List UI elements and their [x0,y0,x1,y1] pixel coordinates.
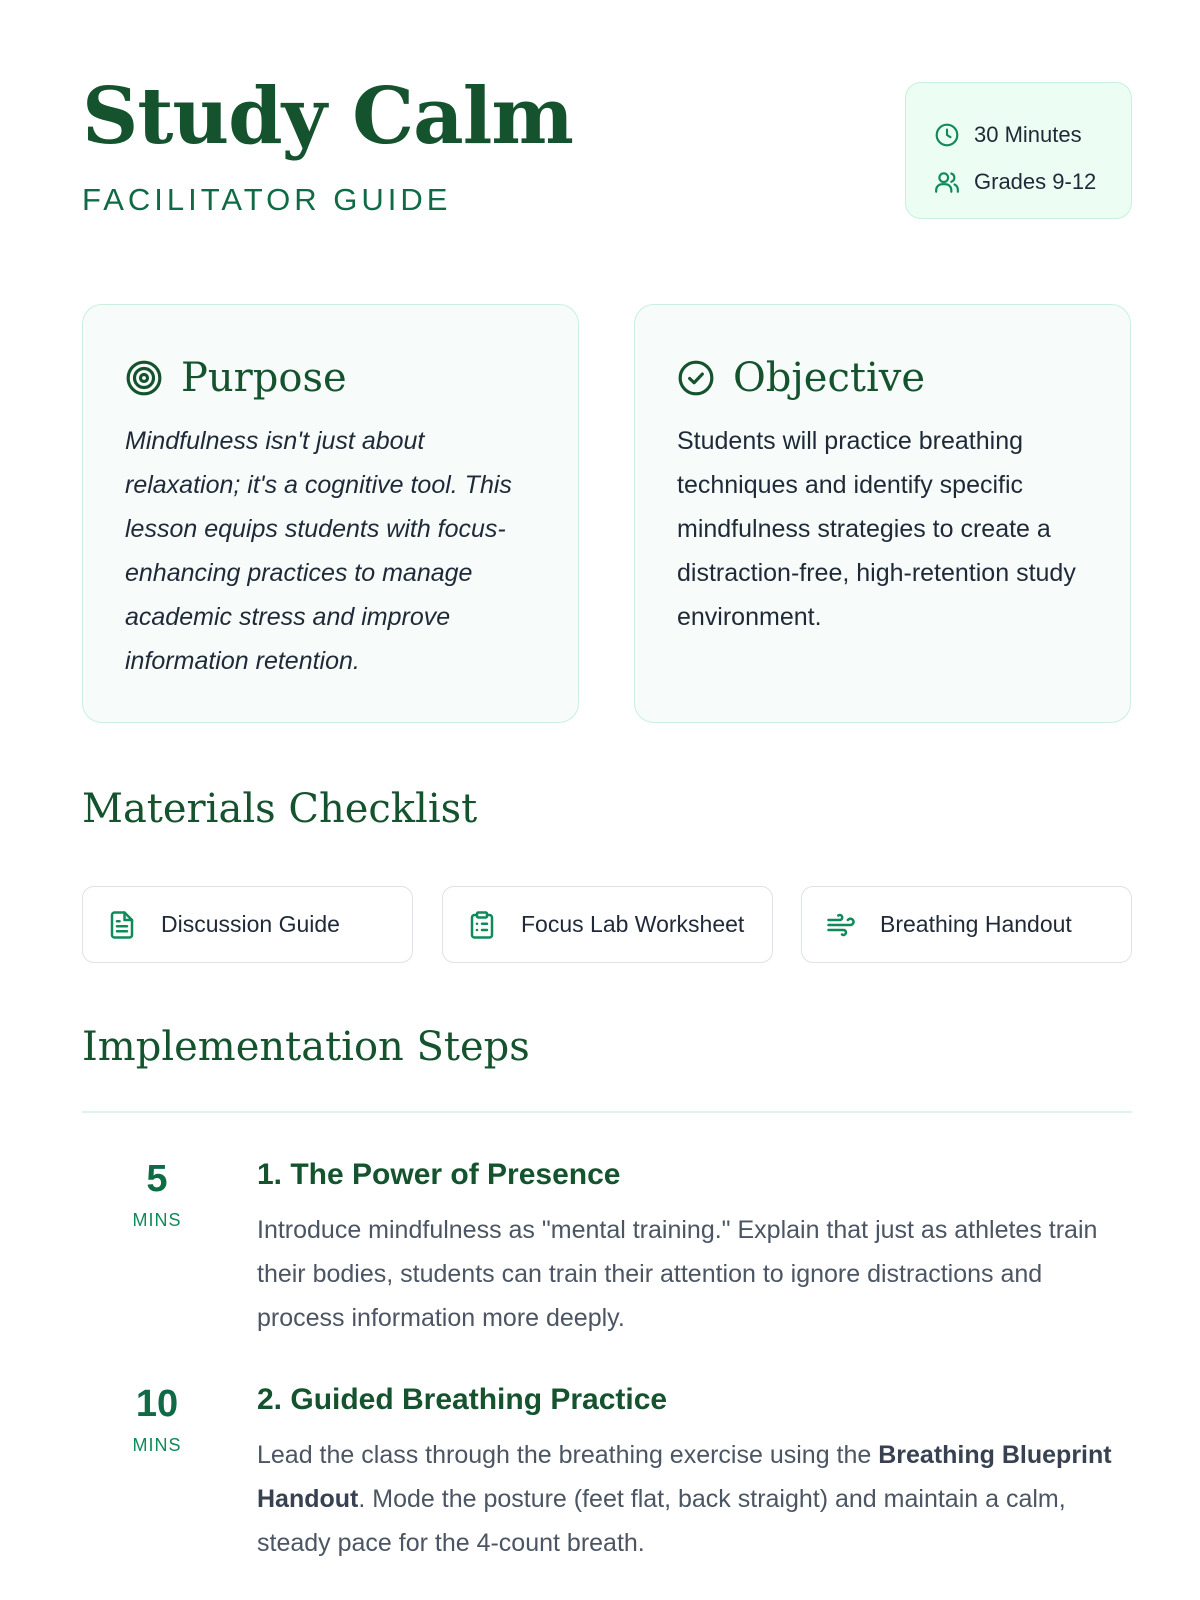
step-body [257,1160,1132,1340]
objective-card [634,304,1131,723]
wind-icon [826,910,856,940]
objective-heading-row [677,353,1090,403]
material-label: Discussion Guide [161,911,340,937]
lesson-meta-box [905,82,1132,219]
material-item-focus-lab-worksheet [442,886,773,963]
objective-title: Objective [733,355,926,401]
handout-reference: Breathing Blueprint Handout [257,1441,1112,1513]
purpose-text: Mindfulness isn't just about relaxation; it's a cognitive tool. This lesson equips students with focus-enhancing practices to manage academic stress and improve information retention. [125,427,512,675]
clipboard-icon [467,910,497,940]
users-icon [934,169,960,195]
clock-icon [934,122,960,148]
step-body [257,1385,1132,1565]
step-minutes: 10 [135,1383,179,1425]
step-text: Introduce mindfulness as "mental training." Explain that just as athletes train their bodies, students can train their attention to ignore distractions and process information more deeply. [257,1216,1098,1332]
grades-text: Grades 9-12 [974,168,1097,194]
step-duration [82,1385,232,1456]
material-label: Breathing Handout [880,911,1072,937]
page-subtitle: FACILITATOR GUIDE [82,182,452,217]
purpose-title: Purpose [181,355,347,401]
document-icon [107,910,137,940]
step-text [257,1433,1132,1565]
check-circle-icon [677,359,715,397]
step-title: 1. The Power of Presence [257,1158,621,1191]
step-text-start: Lead the class through the breathing exercise using the [257,1441,879,1469]
step-unit: MINS [132,1435,182,1455]
step-title: 2. Guided Breathing Practice [257,1383,668,1416]
step-text-end: . Mode the posture (feet flat, back straight) and maintain a calm, steady pace for the 4-count breath. [257,1485,1066,1557]
objective-text: Students will practice breathing techniques and identify specific mindfulness strategies to create a distraction-free, high-retention study environment. [677,427,1076,631]
page-title: Study Calm [82,71,573,162]
purpose-heading-row [125,353,538,403]
material-item-discussion-guide [82,886,413,963]
target-icon [125,359,163,397]
grades-meta [934,158,1131,205]
material-label: Focus Lab Worksheet [521,911,745,937]
step-minutes: 5 [146,1158,168,1200]
section-divider [82,1111,1132,1113]
materials-title: Materials Checklist [82,786,478,832]
purpose-card [82,304,579,723]
duration-meta [934,111,1131,158]
step-unit: MINS [132,1210,182,1230]
material-item-breathing-handout [801,886,1132,963]
step-duration [82,1160,232,1231]
duration-text: 30 Minutes [974,121,1082,147]
steps-title: Implementation Steps [82,1024,530,1070]
